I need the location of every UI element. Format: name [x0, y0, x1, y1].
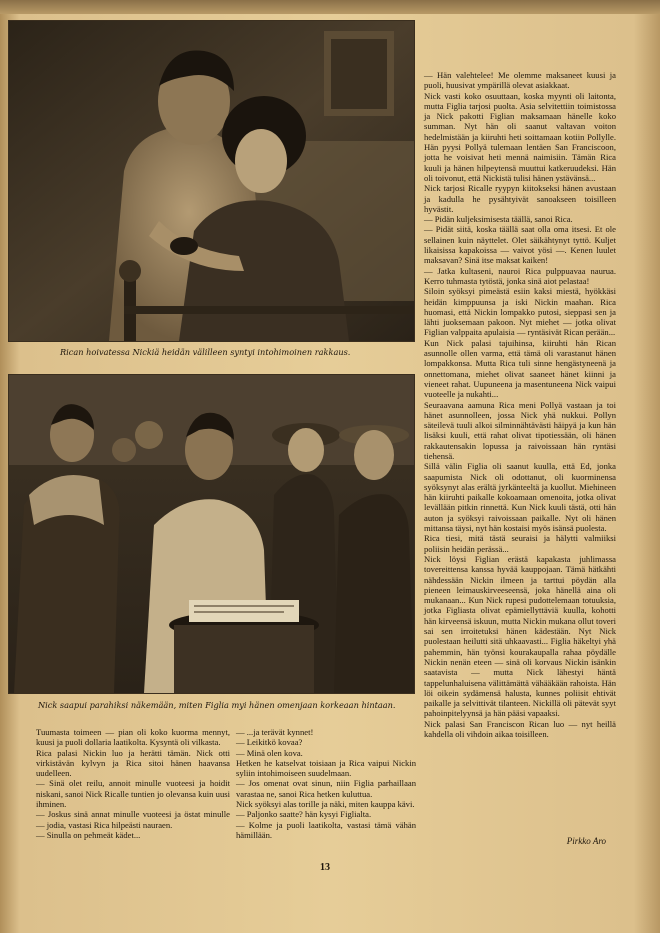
photo-top-embrace — [8, 20, 415, 342]
article-column-bottom-left: Tuumasta toimeen — pian oli koko kuorma mennyt, kuusi ja puoli dollaria laatikolta. Kysyntä oli vilkasta. Rica palasi Nickin luo ja herätti tämän. Nick otti virkistävän kylvyn ja Rica sitoi hänen haavansa uudelleen. — Sinä olet reilu, annoit minulle vuoteesi ja hoidit niskani, sanoi Nick Ricalle tuntien jo olevansa kuin uusi ihminen. — Joskus sinä annat minulle vuoteesi ja östat minulle — jodia, vastasi Rica hilpeästi nauraen. — Sinulla on pehmeät kädet... — [36, 727, 230, 840]
page-number: 13 — [320, 862, 330, 873]
photo-top-image — [9, 21, 414, 341]
photo-bottom-market — [8, 374, 415, 694]
photo-bottom-caption: Nick saapui parahiksi näkemään, miten Figlia myi hänen omenjaan korkeaan hintaan. — [38, 700, 396, 710]
article-column-bottom-middle: — ...ja terävät kynnet! — Leikitkö kovaa? — Minä olen kova. Hetken he katselvat toisiaan ja Rica vaipui Nickin syliin intohimoiseen suudelmaan. — Jos omenat ovat sinun, niin Figlia parhaillaan varastaa ne, sanoi Rica hetken kuluttua. Nick syöksyi alas torille ja näki, miten kauppa kävi. — Paljonko saatte? hän kysyi Figlialta. — Kolme ja puoli laatikolta, vastasi tämä vähän hämillään. — [236, 727, 416, 840]
article-column-right: — Hän valehtelee! Me olemme maksaneet kuusi ja puoli, huusivat ympärillä olevat asiakkaat. Nick vasti koko osuuttaan, koska myynti oli laitonta, mutta Figlia tarjosi puolta. Asia selvitettiin toimistossa ja Nick pakotti Figlian maksamaan hänelle koko summan. Nyt hän oli saanut valtavan voiton hedelmistään ja kiiruhti heti soittamaan kotiin Pollylle. Hän pyysi Pollyä tulemaan lentäen San Franciscoon, jotta he voisivat heti mennä naimisiin. Tämän Rica kuuli ja hänen hilpeytensä muuttui katkeruudeksi. Hän oli toivonut, että Nickistä tulisi hänen ystävänsä... Nick tarjosi Ricalle ryypyn kiitokseksi hänen avustaan ja kadulla he pysähtyivät sanoakseen toisilleen hyvästit. — Pidän kuljeksimisesta täällä, sanoi Rica. — Pidät siitä, koska täällä saat olla oma itsesi. Et ole sellainen kuin näyttelet. Olet säikähtynyt tyttö. Kuljet likaisissa kapakoissa — vaivot yösi —. Kenen luulet maksavan? Sinä itse maksat kaiken! — Jatka kultaseni, nauroi Rica pulppuavaa naurua. Kerro tuhmasta tytöstä, jonka sinä aiot pelastaa! Siloin syöksyi pimeästä esiin kaksi miestä, hyökkäsi heidän kimppuunsa ja iski Nickin maahan. Rica huomasi, että Nickin lompakko putosi, sieppasi sen ja lähti juoksemaan pakoon. Nyt miehet — jotka olivat Figlian valppaita apulaisia — ryntäsivät Rican perään... Kun Nick palasi tajuihinsa, kiiruhti hän Rican asunnolle ollen varma, että tämä oli varastanut hänen lompakkonsa. Mutta Rica tuli sinne hengästyneenä ja onnettomana, miehet olivat saaneet hänet kiinni ja vieneet rahat. Uupuneena ja masentuneena Nick vaipui vuoteelle ja nukahti... Seuraavana aamuna Rica meni Pollyä vastaan ja toi hänet asunnolleen, jossa Nick yhä nukkui. Pollyn säteilevä tuuli alkoi silminnähtävästi häipyä ja kun hän lisäksi kuuli, että rahat olivat tipotiessään, oli hänen rakkautensakin lopussa ja raivoissaan hän ryntäsi tiehensä. Sillä välin Figlia oli saanut kuulla, että Ed, jonka saapumista Nick oli odottanut, oli kuorminensa syöksynyt alas erältä jyrkänteeltä ja kuollut. Miehineen hän kiiruhti paikalle kokoamaan omenoita, jotka olivat levällään pitkin rinnettä. Kun Nick kuuli tästä, otti hän auton ja syöksyi raivoissaan paikalle. Nyt oli hänen mittansa täysi, nyt hän kostaisi myös isänsä puolesta. Rica tiesi, mitä tästä seuraisi ja hälytti valmiiksi poliisin heidän perässä... Nick löysi Figlian erästä kapakasta juhlimassa tovereittensa kanssa hyvää kauppojaan. Tämä hätkähti nähdessään Nickin ilmeen ja tarttui pöydän alla pieneen leimauskirveeseensä, joka hänellä aina oli mukanaan... Kun Nick rupesi pudottelemaan totuuksia, jotka Figliasta olivat epämiellyttäviä kuulla, kohotti hän kirveensä iskuun, mutta Nickin mukana ollut toveri sai sen irroitetuksi hänen kädestään. Nyt Nick puolestaan heilutti sitä uhkaavasti... Figlia häkeltyi yhä pahemmin, hän työnsi kourakaupalla rahaa pöydälle Nickin nenän eteen — sinä oli korvaus Nickin isänkin saatavista — mutta Nick lähestyi häntä tappelunhaluisena välittämättä vähääkään rahoista. Hän löi oikein sydämensä halusta, kunnes poliisit ehtivät paikalle ja selvittivät tilanteen. Nickillä oli pätevät syyt pahoinpitelyynsä ja hän pääsi vapaaksi. Nick palasi San Franciscon Rican luo — nyt heillä kahdella oli vihdoin aikaa toisilleen. — [424, 70, 616, 739]
author-signature: Pirkko Aro — [566, 836, 606, 846]
page-top-edge — [0, 0, 660, 14]
photo-bottom-image — [9, 375, 414, 693]
photo-top-caption: Rican hoivatessa Nickiä heidän välilleen syntyi intohimoinen rakkaus. — [60, 347, 351, 357]
